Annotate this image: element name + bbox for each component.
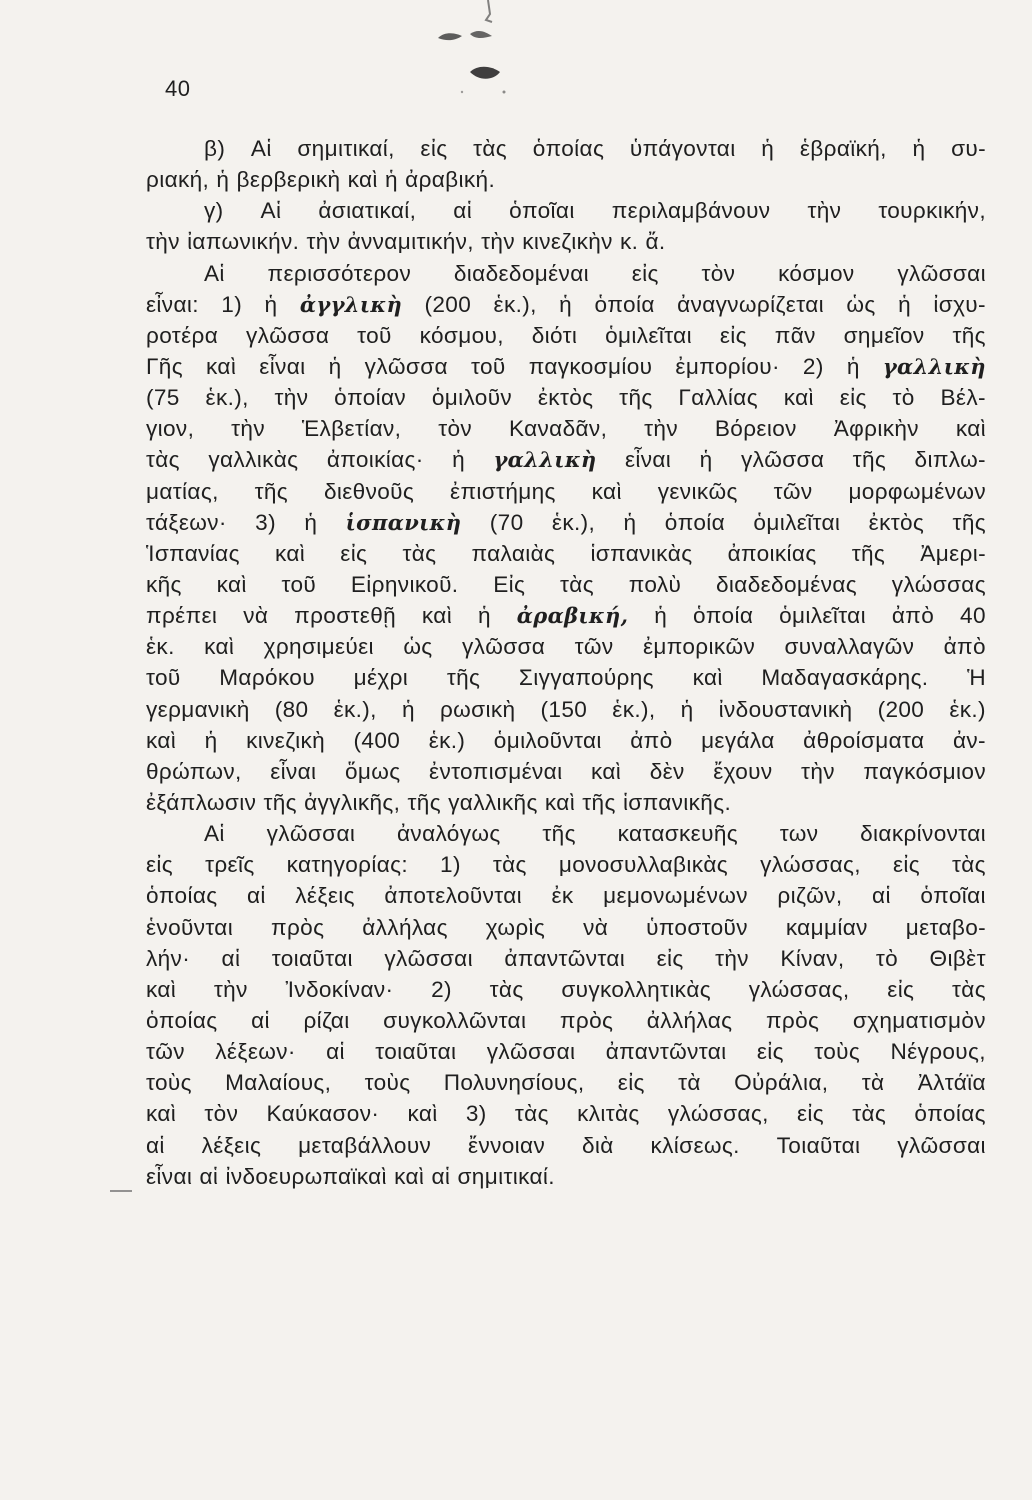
text-line: ροτέρα γλῶσσα τοῦ κόσμου, διότι ὁμιλεῖται εἰς πᾶν σημεῖον τῆς xyxy=(146,322,986,348)
text-line: τοὺς Μαλαίους, τοὺς Πολυνησίους, εἰς τὰ Οὐράλια, τὰ Ἀλτάϊα xyxy=(146,1070,986,1096)
text-line: τὰς γαλλικὰς ἀποικίας· ἡ γαλλικὴ εἶναι ἡ γλῶσσα τῆς διπλω- xyxy=(146,447,986,473)
text-line: ἑκ. καὶ χρησιμεύει ὡς γλῶσσα τῶν ἐμπορικῶν συναλλαγῶν ἀπὸ xyxy=(146,634,986,660)
text-line: τὴν ἰαπωνικήν. τὴν ἀνναμιτικήν, τὴν κινεζικὴν κ. ἄ. xyxy=(146,229,666,255)
text-line: β) Αἱ σημιτικαί, εἰς τὰς ὁποίας ὑπάγονται ἡ ἑβραϊκή, ἡ συ- xyxy=(204,136,986,161)
text-line: καὶ τὸν Καύκασον· καὶ 3) τὰς κλιτὰς γλώσσας, εἰς τὰς ὁποίας xyxy=(146,1101,986,1127)
text-line: τῶν λέξεων· αἱ τοιαῦται γλῶσσαι ἀπαντῶνται εἰς τοὺς Νέγρους, xyxy=(146,1039,986,1065)
text-line: καὶ τὴν Ἰνδοκίναν· 2) τὰς συγκολλητικὰς γλώσσας, εἰς τὰς xyxy=(146,976,986,1002)
text-line: τοῦ Μαρόκου μέχρι τῆς Σιγγαπούρης καὶ Μαδαγασκάρης. Ἡ xyxy=(146,665,986,691)
text-line: γιον, τὴν Ἑλβετίαν, τὸν Καναδᾶν, τὴν Βόρειον Ἀφρικὴν καὶ xyxy=(146,416,986,442)
text-line: Ἱσπανίας καὶ εἰς τὰς παλαιὰς ἱσπανικὰς ἀποικίας τῆς Ἀμερι- xyxy=(146,540,986,566)
text-line: εἰς τρεῖς κατηγορίας: 1) τὰς μονοσυλλαβικὰς γλώσσας, εἰς τὰς xyxy=(146,852,986,878)
text-line: εἶναι αἱ ἰνδοευρωπαϊκαὶ καὶ αἱ σημιτικαί. xyxy=(146,1163,555,1189)
text-line: ἐξάπλωσιν τῆς ἀγγλικῆς, τῆς γαλλικῆς καὶ τῆς ἱσπανικῆς. xyxy=(146,789,732,815)
smudge-ornament-icon xyxy=(420,0,540,110)
text-line: πρέπει νὰ προστεθῇ καὶ ἡ ἀραβική, ἡ ὁποία ὁμιλεῖται ἀπὸ 40 xyxy=(146,603,986,629)
text-line: ὁποίας αἱ ρίζαι συγκολλῶνται πρὸς ἀλλήλας πρὸς σχηματισμὸν xyxy=(146,1007,986,1033)
text-line: θρώπων, εἶναι ὅμως ἐντοπισμέναι καὶ δὲν ἔχουν τὴν παγκόσμιον xyxy=(146,758,986,784)
text-line: Γῆς καὶ εἶναι ἡ γλῶσσα τοῦ παγκοσμίου ἐμπορίου· 2) ἡ γαλλικὴ xyxy=(146,353,986,379)
text-line: (75 ἑκ.), τὴν ὁποίαν ὁμιλοῦν ἐκτὸς τῆς Γαλλίας καὶ εἰς τὸ Βέλ- xyxy=(146,385,986,411)
text-line: ριακή, ἡ βερβερικὴ καὶ ἡ ἀραβική. xyxy=(146,167,496,193)
text-line: εἶναι: 1) ἡ ἀγγλικὴ (200 ἑκ.), ἡ ὁποία ἀναγνωρίζεται ὡς ἡ ἰσχυ- xyxy=(146,291,986,317)
body-text xyxy=(146,133,986,1192)
text-line: καὶ ἡ κινεζικὴ (400 ἑκ.) ὁμιλοῦνται ἀπὸ μεγάλα ἀθροίσματα ἀν- xyxy=(146,727,986,753)
text-line: λήν· αἱ τοιαῦται γλῶσσαι ἀπαντῶνται εἰς τὴν Κίναν, τὸ Θιβὲτ xyxy=(146,945,986,971)
text-line: τάξεων· 3) ἡ ἱσπανικὴ (70 ἑκ.), ἡ ὁποία ὁμιλεῖται ἐκτὸς τῆς xyxy=(146,509,986,535)
margin-mark xyxy=(110,1190,132,1192)
text-line: κῆς καὶ τοῦ Εἰρηνικοῦ. Εἰς τὰς πολὺ διαδεδομένας γλώσσας xyxy=(146,571,986,597)
page-number: 40 xyxy=(165,76,191,101)
text-line: ματίας, τῆς διεθνοῦς ἐπιστήμης καὶ γενικῶς τῶν μορφωμένων xyxy=(146,478,986,504)
text-line: αἱ λέξεις μεταβάλλουν ἔννοιαν διὰ κλίσεως. Τοιαῦται γλῶσσαι xyxy=(146,1132,986,1158)
text-line: Αἱ περισσότερον διαδεδομέναι εἰς τὸν κόσμον γλῶσσαι xyxy=(204,260,986,286)
text-line: γερμανικὴ (80 ἑκ.), ἡ ρωσικὴ (150 ἑκ.), ἡ ἰνδουστανικὴ (200 ἑκ.) xyxy=(146,696,986,722)
text-line: ἑνοῦνται πρὸς ἀλλήλας χωρὶς νὰ ὑποστοῦν καμμίαν μεταβο- xyxy=(146,914,986,940)
text-line: Αἱ γλῶσσαι ἀναλόγως τῆς κατασκευῆς των διακρίνονται xyxy=(204,821,986,847)
text-line: γ) Αἱ ἀσιατικαί, αἱ ὁποῖαι περιλαμβάνουν τὴν τουρκικήν, xyxy=(204,198,986,224)
text-line: ὁποίας αἱ λέξεις ἀποτελοῦνται ἐκ μεμονωμένων ριζῶν, αἱ ὁποῖαι xyxy=(146,883,986,909)
